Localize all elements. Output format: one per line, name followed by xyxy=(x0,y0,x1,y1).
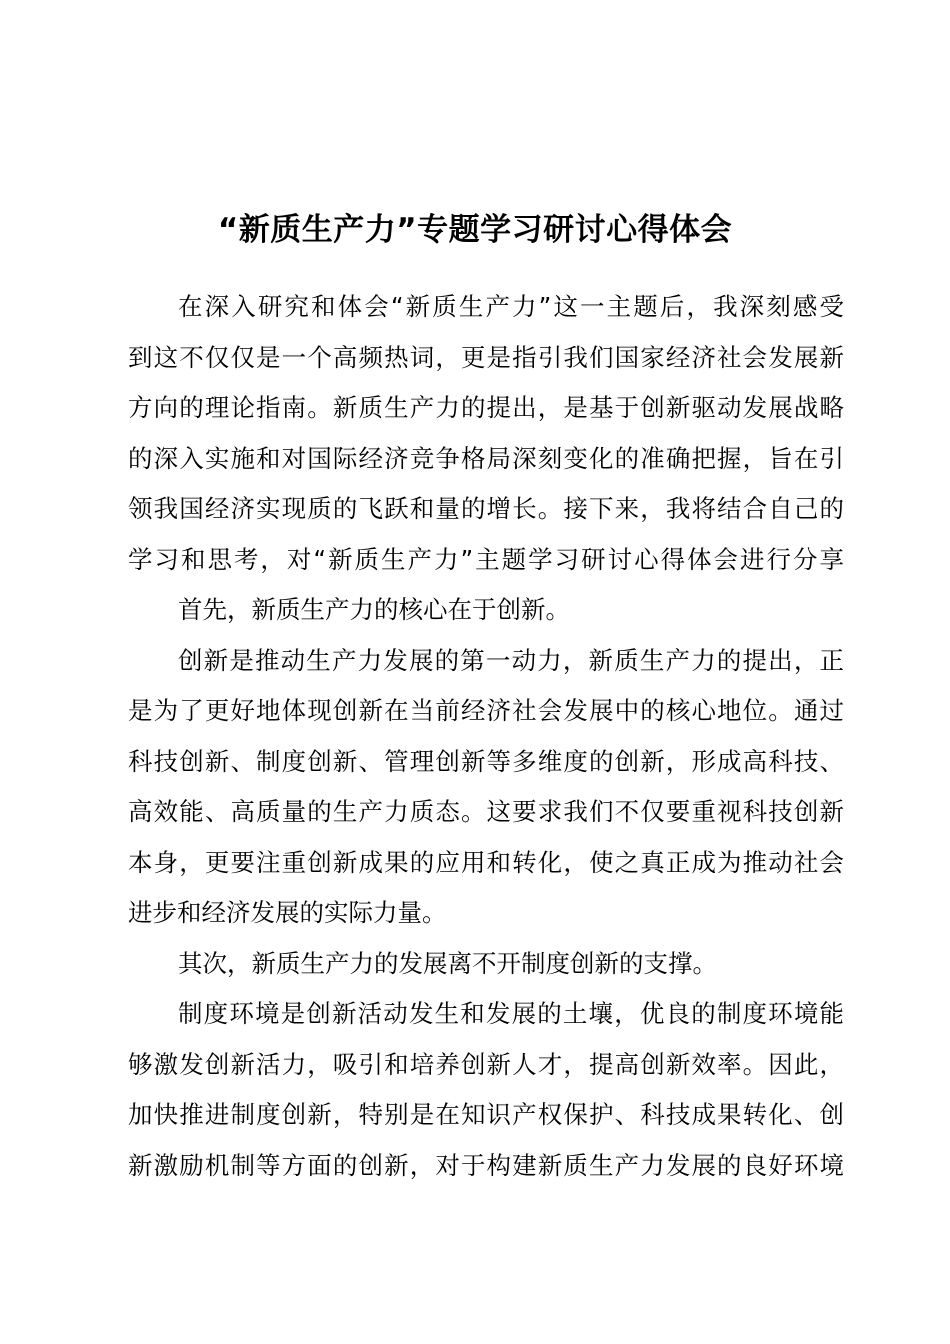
text-line: 制度环境是创新活动发生和发展的土壤，优良的制度环境能 xyxy=(178,999,844,1028)
paragraph-intro xyxy=(128,282,844,585)
text-line: 的深入实施和对国际经济竞争格局深刻变化的准确把握，旨在引 xyxy=(128,443,844,473)
text-line: 新激励机制等方面的创新，对于构建新质生产力发展的良好环境 xyxy=(128,1150,844,1180)
text-line: 本身，更要注重创新成果的应用和转化，使之真正成为推动社会 xyxy=(128,847,844,877)
text-line: 方向的理论指南。新质生产力的提出，是基于创新驱动发展战略 xyxy=(128,393,844,422)
text-line: 领我国经济实现质的飞跃和量的增长。接下来，我将结合自己的 xyxy=(128,494,844,523)
paragraph-second-point xyxy=(128,939,844,990)
text-line: 到这不仅仅是一个高频热词，更是指引我们国家经济社会发展新 xyxy=(128,342,844,372)
paragraph-first-point xyxy=(128,585,844,636)
text-line: 科技创新、制度创新、管理创新等多维度的创新，形成高科技、 xyxy=(128,746,844,776)
paragraph-institution xyxy=(128,989,844,1191)
text-line: 首先，新质生产力的核心在于创新。 xyxy=(178,595,570,624)
text-line: 高效能、高质量的生产力质态。这要求我们不仅要重视科技创新 xyxy=(128,797,844,826)
document-title: “新质生产力”专题学习研讨心得体会 xyxy=(217,212,733,248)
text-line: 在深入研究和体会“新质生产力”这一主题后，我深刻感受 xyxy=(178,292,844,321)
document-body xyxy=(128,282,844,1191)
text-line: 学习和思考，对“新质生产力”主题学习研讨心得体会进行分享 xyxy=(128,544,844,574)
text-line: 是为了更好地体现创新在当前经济社会发展中的核心地位。通过 xyxy=(128,696,844,725)
text-line: 加快推进制度创新，特别是在知识产权保护、科技成果转化、创 xyxy=(128,1100,844,1129)
text-line: 够激发创新活力，吸引和培养创新人才，提高创新效率。因此， xyxy=(128,1049,844,1079)
text-line: 进步和经济发展的实际力量。 xyxy=(128,898,447,927)
paragraph-innovation xyxy=(128,636,844,939)
text-line: 其次，新质生产力的发展离不开制度创新的支撑。 xyxy=(178,948,717,978)
text-line: 创新是推动生产力发展的第一动力，新质生产力的提出，正 xyxy=(178,645,844,675)
